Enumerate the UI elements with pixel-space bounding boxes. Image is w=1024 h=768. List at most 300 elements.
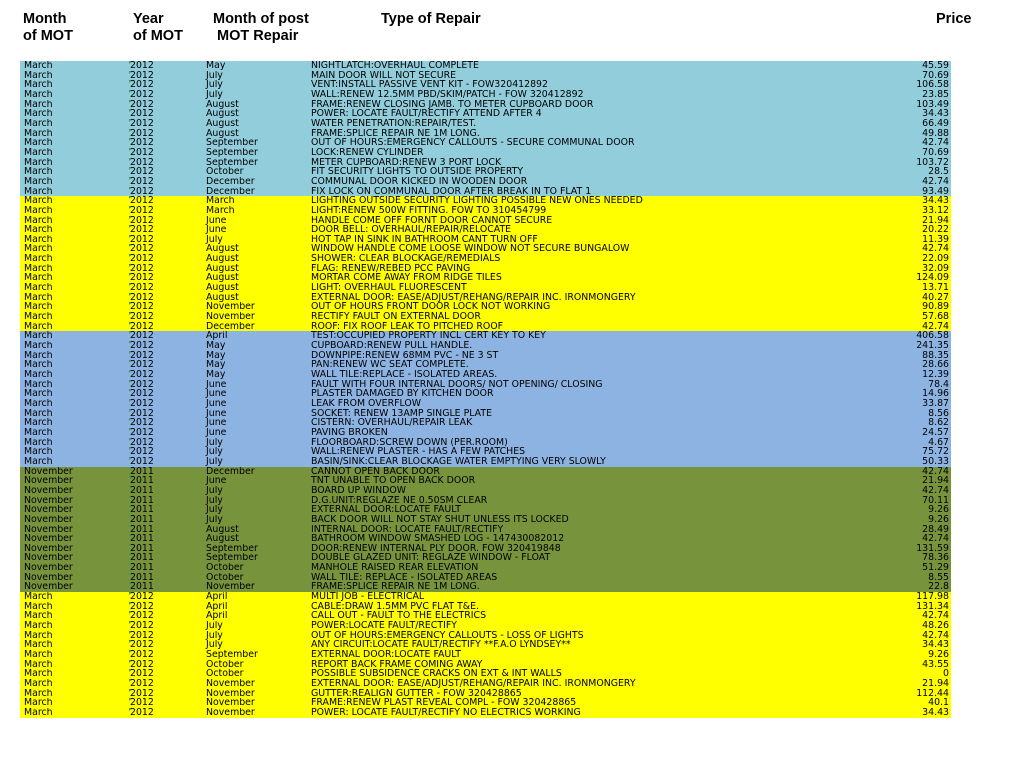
- cell-month-of-mot: March: [24, 630, 53, 641]
- cell-month-of-post: June: [206, 476, 227, 486]
- cell-month-of-post: July: [206, 514, 223, 525]
- cell-year-of-mot: 2011: [130, 485, 154, 496]
- cell-month-of-mot: March: [24, 679, 53, 689]
- cell-type-of-repair: OUT OF HOURS FRONT DOOR LOCK NOT WORKING: [311, 302, 551, 313]
- cell-year-of-mot: 2012: [130, 592, 154, 602]
- cell-month-of-post: July: [206, 447, 223, 457]
- cell-month-of-post: June: [206, 389, 227, 399]
- header-month-line1: Month: [23, 11, 67, 27]
- cell-month-of-mot: March: [24, 370, 53, 380]
- cell-month-of-mot: March: [24, 254, 53, 264]
- cell-type-of-repair: MAIN DOOR WILL NOT SECURE: [311, 70, 457, 81]
- cell-year-of-mot: 2012: [130, 630, 154, 641]
- cell-type-of-repair: WALL:RENEW PLASTER - HAS A FEW PATCHES: [311, 447, 526, 457]
- cell-price: 8.55: [928, 572, 949, 583]
- cell-price: 70.69: [922, 147, 949, 158]
- cell-month-of-mot: March: [24, 601, 53, 612]
- cell-month-of-post: May: [206, 350, 226, 361]
- cell-type-of-repair: FRAME:SPLICE REPAIR NE 1M LONG.: [311, 582, 480, 593]
- cell-price: 34.43: [922, 640, 949, 651]
- cell-price: 0: [943, 669, 949, 679]
- cell-type-of-repair: MANHOLE RAISED REAR ELEVATION: [311, 563, 479, 573]
- cell-price: 13.71: [922, 283, 949, 293]
- cell-month-of-post: July: [206, 70, 223, 81]
- cell-price: 131.59: [916, 543, 949, 554]
- cell-year-of-mot: 2011: [130, 543, 154, 554]
- cell-month-of-mot: March: [24, 360, 53, 370]
- cell-month-of-post: October: [206, 659, 244, 670]
- cell-month-of-mot: March: [24, 80, 53, 90]
- table-row: [20, 447, 951, 457]
- cell-price: 34.43: [922, 109, 949, 119]
- cell-month-of-post: July: [206, 621, 223, 631]
- cell-price: 42.74: [922, 244, 949, 255]
- cell-month-of-mot: March: [24, 118, 53, 129]
- table-row: [20, 418, 951, 428]
- cell-year-of-mot: 2012: [130, 331, 154, 342]
- cell-month-of-mot: November: [24, 495, 73, 506]
- table-row: [20, 225, 951, 235]
- cell-month-of-post: September: [206, 543, 258, 554]
- cell-year-of-mot: 2011: [130, 553, 154, 564]
- cell-type-of-repair: POWER: LOCATE FAULT/RECTIFY ATTEND AFTER 4: [311, 109, 542, 119]
- cell-price: 12.39: [922, 370, 949, 380]
- cell-type-of-repair: ANY CIRCUIT:LOCATE FAULT/RECTIFY **F.A.O LYNDSEY**: [311, 640, 571, 651]
- cell-month-of-mot: March: [24, 167, 53, 177]
- cell-year-of-mot: 2012: [130, 659, 154, 670]
- table-row: [20, 293, 951, 303]
- table-row: [20, 428, 951, 438]
- cell-price: 20.22: [922, 225, 949, 235]
- cell-year-of-mot: 2012: [130, 157, 154, 168]
- table-row: [20, 534, 951, 544]
- cell-year-of-mot: 2012: [130, 350, 154, 361]
- cell-price: 22.09: [922, 254, 949, 264]
- cell-year-of-mot: 2012: [130, 389, 154, 399]
- cell-price: 48.26: [922, 621, 949, 631]
- cell-month-of-mot: March: [24, 89, 53, 100]
- cell-year-of-mot: 2012: [130, 408, 154, 419]
- cell-price: 103.49: [916, 99, 949, 110]
- cell-type-of-repair: METER CUPBOARD:RENEW 3 PORT LOCK: [311, 157, 502, 168]
- cell-month-of-mot: March: [24, 61, 53, 71]
- cell-month-of-mot: November: [24, 476, 73, 486]
- cell-month-of-mot: March: [24, 611, 53, 622]
- cell-year-of-mot: 2012: [130, 707, 154, 718]
- cell-month-of-mot: March: [24, 205, 53, 216]
- cell-month-of-post: July: [206, 234, 223, 245]
- cell-price: 78.36: [922, 553, 949, 564]
- cell-month-of-mot: March: [24, 418, 53, 428]
- cell-type-of-repair: PAVING BROKEN: [311, 427, 388, 438]
- cell-price: 24.57: [922, 427, 949, 438]
- cell-month-of-post: July: [206, 495, 223, 506]
- cell-month-of-mot: March: [24, 707, 53, 718]
- cell-month-of-post: December: [206, 466, 255, 477]
- cell-price: 78.4: [928, 379, 949, 390]
- table-row: [20, 138, 951, 148]
- table-row: [20, 273, 951, 283]
- cell-month-of-mot: March: [24, 263, 53, 274]
- cell-month-of-mot: March: [24, 147, 53, 158]
- cell-price: 42.74: [922, 466, 949, 477]
- cell-year-of-mot: 2012: [130, 118, 154, 129]
- cell-month-of-mot: March: [24, 456, 53, 467]
- table-row: [20, 71, 951, 81]
- cell-month-of-mot: March: [24, 186, 53, 197]
- table-row: [20, 187, 951, 197]
- table-row: [20, 476, 951, 486]
- cell-month-of-post: December: [206, 186, 255, 197]
- cell-month-of-post: November: [206, 698, 255, 708]
- cell-price: 112.44: [916, 688, 949, 699]
- cell-price: 50.33: [922, 456, 949, 467]
- cell-price: 106.58: [916, 80, 949, 90]
- cell-month-of-mot: March: [24, 157, 53, 168]
- cell-type-of-repair: FRAME:SPLICE REPAIR NE 1M LONG.: [311, 128, 480, 139]
- cell-month-of-mot: March: [24, 321, 53, 332]
- cell-month-of-post: August: [206, 244, 239, 255]
- cell-month-of-mot: March: [24, 176, 53, 187]
- cell-price: 93.49: [922, 186, 949, 197]
- cell-month-of-mot: March: [24, 698, 53, 708]
- table-row: [20, 109, 951, 119]
- cell-price: 42.74: [922, 321, 949, 332]
- cell-type-of-repair: CUPBOARD:RENEW PULL HANDLE.: [311, 341, 473, 351]
- cell-price: 32.09: [922, 263, 949, 274]
- cell-month-of-mot: March: [24, 659, 53, 670]
- cell-year-of-mot: 2012: [130, 109, 154, 119]
- cell-year-of-mot: 2012: [130, 167, 154, 177]
- cell-year-of-mot: 2012: [130, 312, 154, 322]
- cell-price: 11.39: [922, 234, 949, 245]
- cell-year-of-mot: 2012: [130, 283, 154, 293]
- cell-year-of-mot: 2011: [130, 534, 154, 544]
- cell-price: 42.74: [922, 611, 949, 622]
- cell-month-of-post: November: [206, 679, 255, 689]
- table-row: [20, 351, 951, 361]
- header-month-line2: of MOT: [23, 28, 73, 44]
- table-row: [20, 177, 951, 187]
- cell-type-of-repair: DOOR:RENEW INTERNAL PLY DOOR. FOW 320419848: [311, 543, 561, 554]
- cell-year-of-mot: 2012: [130, 398, 154, 409]
- cell-price: 28.49: [922, 524, 949, 535]
- cell-price: 22.8: [928, 582, 949, 593]
- cell-type-of-repair: MULTI JOB - ELECTRICAL: [311, 592, 425, 602]
- cell-month-of-mot: November: [24, 543, 73, 554]
- cell-month-of-mot: March: [24, 225, 53, 235]
- table-row: [20, 679, 951, 689]
- table-row: [20, 148, 951, 158]
- cell-month-of-mot: March: [24, 196, 53, 206]
- cell-month-of-post: July: [206, 89, 223, 100]
- cell-type-of-repair: PAN:RENEW WC SEAT COMPLETE.: [311, 360, 469, 370]
- cell-price: 28.5: [928, 167, 949, 177]
- cell-month-of-mot: March: [24, 99, 53, 110]
- cell-month-of-post: August: [206, 254, 239, 264]
- cell-type-of-repair: OUT OF HOURS:EMERGENCY CALLOUTS - SECURE COMMUNAL DOOR: [311, 138, 635, 148]
- table-row: [20, 611, 951, 621]
- table-row: [20, 457, 951, 467]
- cell-type-of-repair: EXTERNAL DOOR:LOCATE FAULT: [311, 650, 461, 660]
- cell-month-of-post: August: [206, 109, 239, 119]
- cell-month-of-mot: March: [24, 437, 53, 448]
- cell-month-of-post: August: [206, 128, 239, 139]
- cell-year-of-mot: 2012: [130, 99, 154, 110]
- cell-price: 42.74: [922, 534, 949, 544]
- table-row: [20, 100, 951, 110]
- table-row: [20, 467, 951, 477]
- cell-type-of-repair: INTERNAL DOOR: LOCATE FAULT/RECTIFY: [311, 524, 504, 535]
- cell-month-of-mot: March: [24, 273, 53, 284]
- cell-month-of-mot: March: [24, 669, 53, 679]
- cell-month-of-mot: March: [24, 312, 53, 322]
- cell-type-of-repair: WALL TILE:REPLACE - ISOLATED AREAS.: [311, 370, 498, 380]
- cell-month-of-mot: November: [24, 572, 73, 583]
- cell-price: 33.12: [922, 205, 949, 216]
- table-row: [20, 264, 951, 274]
- cell-year-of-mot: 2012: [130, 679, 154, 689]
- cell-month-of-post: September: [206, 157, 258, 168]
- cell-month-of-post: June: [206, 427, 227, 438]
- cell-year-of-mot: 2011: [130, 505, 154, 515]
- cell-type-of-repair: FRAME:RENEW PLAST REVEAL COMPL - FOW 320428865: [311, 698, 577, 708]
- table-row: [20, 640, 951, 650]
- cell-price: 40.27: [922, 292, 949, 303]
- table-row: [20, 80, 951, 90]
- table-row: [20, 167, 951, 177]
- cell-type-of-repair: WALL TILE: REPLACE - ISOLATED AREAS: [311, 572, 498, 583]
- cell-month-of-post: August: [206, 263, 239, 274]
- cell-year-of-mot: 2012: [130, 456, 154, 467]
- cell-month-of-mot: November: [24, 485, 73, 496]
- cell-type-of-repair: WALL:RENEW 12.5MM PBD/SKIM/PATCH - FOW 320412892: [311, 89, 584, 100]
- header-price: Price: [936, 11, 972, 27]
- cell-month-of-post: June: [206, 418, 227, 428]
- cell-month-of-post: July: [206, 456, 223, 467]
- cell-price: 45.59: [922, 61, 949, 71]
- cell-type-of-repair: ROOF: FIX ROOF LEAK TO PITCHED ROOF: [311, 321, 504, 332]
- cell-month-of-mot: March: [24, 292, 53, 303]
- cell-month-of-post: June: [206, 408, 227, 419]
- cell-year-of-mot: 2012: [130, 302, 154, 313]
- table-row: [20, 119, 951, 129]
- cell-price: 49.88: [922, 128, 949, 139]
- table-row: [20, 525, 951, 535]
- cell-month-of-post: July: [206, 640, 223, 651]
- cell-type-of-repair: GUTTER:REALIGN GUTTER - FOW 320428865: [311, 688, 522, 699]
- table-row: [20, 698, 951, 708]
- cell-type-of-repair: LOCK:RENEW CYLINDER: [311, 147, 424, 158]
- cell-price: 103.72: [916, 157, 949, 168]
- cell-type-of-repair: LIGHTING OUTSIDE SECURITY LIGHTING POSSIBLE NEW ONES NEEDED: [311, 196, 643, 206]
- cell-month-of-mot: March: [24, 128, 53, 139]
- cell-type-of-repair: SHOWER: CLEAR BLOCKAGE/REMEDIALS: [311, 254, 501, 264]
- cell-year-of-mot: 2012: [130, 254, 154, 264]
- cell-type-of-repair: DOWNPIPE:RENEW 68MM PVC - NE 3 ST: [311, 350, 499, 361]
- cell-month-of-post: September: [206, 650, 258, 660]
- cell-month-of-mot: March: [24, 389, 53, 399]
- table-row: [20, 563, 951, 573]
- cell-price: 9.26: [928, 650, 949, 660]
- cell-month-of-post: April: [206, 601, 228, 612]
- cell-year-of-mot: 2012: [130, 321, 154, 332]
- cell-year-of-mot: 2012: [130, 244, 154, 255]
- cell-month-of-post: November: [206, 302, 255, 313]
- header-type: Type of Repair: [381, 11, 481, 27]
- cell-month-of-post: July: [206, 630, 223, 641]
- table-row: [20, 196, 951, 206]
- table-row: [20, 708, 951, 718]
- table-row: [20, 254, 951, 264]
- cell-month-of-post: October: [206, 572, 244, 583]
- cell-month-of-post: August: [206, 534, 239, 544]
- cell-month-of-mot: November: [24, 505, 73, 515]
- cell-month-of-post: May: [206, 360, 226, 370]
- table-row: [20, 360, 951, 370]
- cell-year-of-mot: 2011: [130, 495, 154, 506]
- cell-month-of-mot: March: [24, 350, 53, 361]
- cell-month-of-post: October: [206, 669, 244, 679]
- table-row: [20, 61, 951, 71]
- cell-month-of-post: August: [206, 118, 239, 129]
- cell-price: 23.85: [922, 89, 949, 100]
- cell-month-of-post: September: [206, 138, 258, 148]
- cell-month-of-post: August: [206, 273, 239, 284]
- table-row: [20, 399, 951, 409]
- cell-type-of-repair: NIGHTLATCH:OVERHAUL COMPLETE: [311, 61, 479, 71]
- cell-month-of-mot: March: [24, 379, 53, 390]
- cell-price: 14.96: [922, 389, 949, 399]
- cell-price: 43.55: [922, 659, 949, 670]
- table-row: [20, 380, 951, 390]
- cell-price: 42.74: [922, 138, 949, 148]
- cell-price: 88.35: [922, 350, 949, 361]
- cell-month-of-mot: March: [24, 640, 53, 651]
- cell-price: 70.69: [922, 70, 949, 81]
- cell-year-of-mot: 2012: [130, 263, 154, 274]
- cell-year-of-mot: 2011: [130, 572, 154, 583]
- cell-type-of-repair: OUT OF HOURS:EMERGENCY CALLOUTS - LOSS OF LIGHTS: [311, 630, 584, 641]
- header-post-line2: MOT Repair: [217, 28, 299, 44]
- header-year-line1: Year: [133, 11, 164, 27]
- cell-month-of-post: June: [206, 225, 227, 235]
- cell-month-of-post: August: [206, 292, 239, 303]
- table-row: [20, 244, 951, 254]
- cell-price: 21.94: [922, 679, 949, 689]
- cell-type-of-repair: EXTERNAL DOOR:LOCATE FAULT: [311, 505, 461, 515]
- cell-month-of-mot: March: [24, 302, 53, 313]
- cell-type-of-repair: LEAK FROM OVERFLOW: [311, 398, 422, 409]
- cell-price: 117.98: [916, 592, 949, 602]
- table-row: [20, 158, 951, 168]
- cell-type-of-repair: FIX LOCK ON COMMUNAL DOOR AFTER BREAK IN TO FLAT 1: [311, 186, 592, 197]
- cell-month-of-mot: March: [24, 215, 53, 226]
- cell-month-of-mot: November: [24, 534, 73, 544]
- table-row: [20, 235, 951, 245]
- table-row: [20, 283, 951, 293]
- cell-type-of-repair: LIGHT:RENEW 500W FITTING. FOW TO 310454799: [311, 205, 547, 216]
- cell-month-of-post: August: [206, 283, 239, 293]
- repairs-table: [20, 61, 951, 718]
- table-row: [20, 660, 951, 670]
- cell-year-of-mot: 2012: [130, 234, 154, 245]
- cell-month-of-mot: March: [24, 138, 53, 148]
- cell-price: 28.66: [922, 360, 949, 370]
- cell-month-of-post: November: [206, 707, 255, 718]
- cell-year-of-mot: 2012: [130, 128, 154, 139]
- cell-type-of-repair: FLOORBOARD:SCREW DOWN (PER.ROOM): [311, 437, 508, 448]
- cell-month-of-post: July: [206, 437, 223, 448]
- cell-year-of-mot: 2012: [130, 379, 154, 390]
- table-row: [20, 312, 951, 322]
- cell-price: 34.43: [922, 707, 949, 718]
- cell-year-of-mot: 2012: [130, 80, 154, 90]
- cell-type-of-repair: LIGHT: OVERHAUL FLUORESCENT: [311, 283, 467, 293]
- cell-price: 90.89: [922, 302, 949, 313]
- cell-year-of-mot: 2011: [130, 476, 154, 486]
- cell-month-of-post: May: [206, 370, 226, 380]
- cell-month-of-post: March: [206, 196, 235, 206]
- cell-type-of-repair: SOCKET: RENEW 13AMP SINGLE PLATE: [311, 408, 493, 419]
- table-row: [20, 515, 951, 525]
- cell-price: 42.74: [922, 485, 949, 496]
- table-row: [20, 90, 951, 100]
- table-row: [20, 331, 951, 341]
- table-row: [20, 341, 951, 351]
- cell-year-of-mot: 2012: [130, 196, 154, 206]
- cell-year-of-mot: 2012: [130, 640, 154, 651]
- cell-month-of-post: November: [206, 688, 255, 699]
- header-year-line2: of MOT: [133, 28, 183, 44]
- cell-year-of-mot: 2012: [130, 360, 154, 370]
- cell-type-of-repair: WINDOW HANDLE COME LOOSE WINDOW NOT SECURE BUNGALOW: [311, 244, 630, 255]
- table-row: [20, 486, 951, 496]
- cell-month-of-post: July: [206, 485, 223, 496]
- cell-type-of-repair: MORTAR COME AWAY FROM RIDGE TILES: [311, 273, 502, 284]
- cell-year-of-mot: 2011: [130, 466, 154, 477]
- cell-price: 57.68: [922, 312, 949, 322]
- cell-type-of-repair: CANNOT OPEN BACK DOOR: [311, 466, 440, 477]
- cell-month-of-post: May: [206, 61, 226, 71]
- cell-month-of-post: June: [206, 398, 227, 409]
- cell-year-of-mot: 2012: [130, 611, 154, 622]
- cell-type-of-repair: EXTERNAL DOOR: EASE/ADJUST/REHANG/REPAIR INC. IRONMONGERY: [311, 292, 636, 303]
- cell-month-of-mot: March: [24, 341, 53, 351]
- cell-year-of-mot: 2012: [130, 370, 154, 380]
- cell-month-of-mot: March: [24, 650, 53, 660]
- cell-type-of-repair: HANDLE COME OFF FORNT DOOR CANNOT SECURE: [311, 215, 553, 226]
- table-row: [20, 216, 951, 226]
- cell-month-of-mot: March: [24, 234, 53, 245]
- cell-type-of-repair: PLASTER DAMAGED BY KITCHEN DOOR: [311, 389, 494, 399]
- cell-type-of-repair: FRAME:RENEW CLOSING JAMB. TO METER CUPBOARD DOOR: [311, 99, 594, 110]
- cell-type-of-repair: COMMUNAL DOOR KICKED IN WOODEN DOOR: [311, 176, 528, 187]
- cell-month-of-mot: November: [24, 563, 73, 573]
- cell-type-of-repair: POWER:LOCATE FAULT/RECTIFY: [311, 621, 457, 631]
- cell-year-of-mot: 2012: [130, 89, 154, 100]
- cell-price: 75.72: [922, 447, 949, 457]
- cell-year-of-mot: 2012: [130, 186, 154, 197]
- table-row: [20, 582, 951, 592]
- cell-type-of-repair: D.G.UNIT:REGLAZE NE 0.50SM CLEAR: [311, 495, 488, 506]
- cell-type-of-repair: EXTERNAL DOOR: EASE/ADJUST/REHANG/REPAIR INC. IRONMONGERY: [311, 679, 636, 689]
- cell-year-of-mot: 2012: [130, 61, 154, 71]
- cell-year-of-mot: 2012: [130, 650, 154, 660]
- cell-type-of-repair: CALL OUT - FAULT TO THE ELECTRICS: [311, 611, 487, 622]
- cell-month-of-mot: March: [24, 592, 53, 602]
- cell-year-of-mot: 2012: [130, 225, 154, 235]
